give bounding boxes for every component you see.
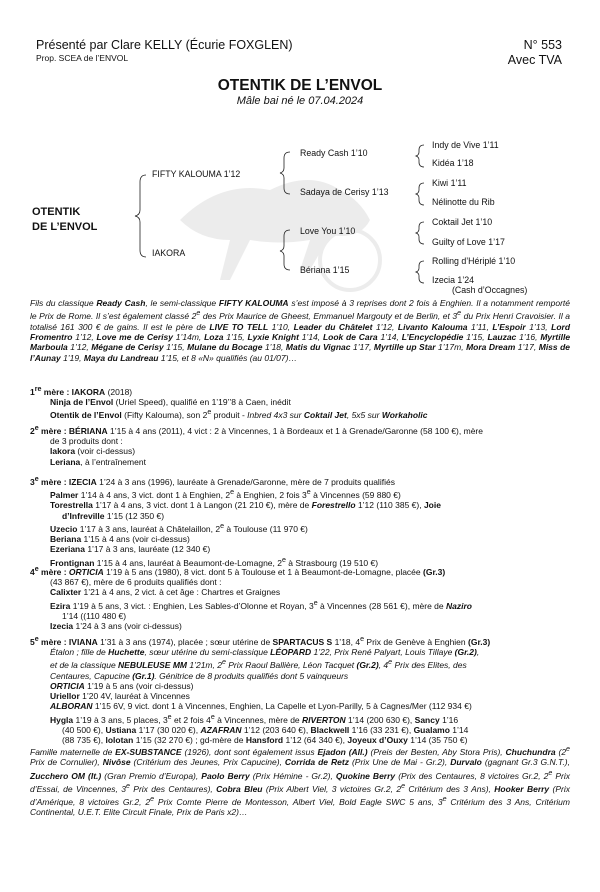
sds: Kiwi 1’11	[432, 178, 467, 188]
owner: Prop. SCEA de l’ENVOL	[36, 53, 129, 63]
fifth-dam-section: 5e mère : IVIANA 1’31 à 3 ans (1974), placée ; sœur utérine de SPARTACUS S 1’18, 4e Prix de Genève à Enghien (Gr.3) Étalon ; fille de Huchette, sœur utérine du semi-classique LÉOPARD 1’22, Prix René Palyart, Louis Tillaye (Gr.2), et de la classique NEBULEUSE MM 1’21m, 2e Prix Raoul Ballière, Léon Tacquet (Gr.2), 4e Prix des Elites, des Centaures, Capucine (Gr.1). Génitrice de 8 produits qualifiés dont 5 vainqueurs ORTICIA 1’19 à 5 ans (voir ci-dessus) Uriellor 1’20 4V, lauréat à Vincennes ALBORAN 1’15 6V, 9 vict. dont 1 à Vincennes, Enghien, La Capelle et Lyon-Parilly, 5 à Cagnes/Mer (112 934 €) Hygla 1’19 à 3 ans, 5 places, 3e et 2 fois 4e à Vincennes, mère de RIVERTON 1’14 (200 630 €), Sancy 1’16 (40 500 €), Ustiana 1’17 (30 020 €), AZAFRAN 1’12 (203 640 €), Blackwell 1’16 (33 231 €), Gualamo 1’14 (88 735 €), Iolotan 1’15 (32 270 €) ; gd-mère de Hansford 1’12 (64 340 €), Joyeux d’Ouxy 1’14 (35 750 €)	[30, 635, 491, 746]
ddd-sire: (Cash d’Occagnes)	[452, 285, 528, 295]
sdd: Nélinotte du Rib	[432, 197, 495, 207]
lot-number: N° 553	[523, 38, 562, 52]
tax-status: Avec TVA	[507, 53, 562, 67]
first-dam-section: 1re mère : IAKORA (2018) Ninja de l’Envol (Uriel Speed), qualifié en 1’19’’8 à Caen, inédit Otentik de l’Envol (Fifty Kalouma), son 2e produit - Inbred 4x3 sur Coktail Jet, 5x5 sur Workaholic	[30, 385, 428, 421]
sire-dam: Sadaya de Cerisy 1’13	[300, 187, 389, 197]
third-dam-section: 3e mère : IZECIA 1’24 à 3 ans (1996), lauréate à Grenade/Garonne, mère de 7 produits qualifiés Palmer 1’14 à 4 ans, 3 vict. dont 1 à Enghien, 2e à Enghien, 2 fois 3e à Vincennes (59 880 €) Torestrella 1’17 à 4 ans, 3 vict. dont 1 à Langon (21 210 €), mère de Forestrello 1’12 (110 385 €), Joie d’Infreville 1’15 (12 350 €) Uzecio 1’17 à 3 ans, lauréat à Châtelaillon, 2e à Toulouse (11 970 €) Beriana 1’15 à 4 ans (voir ci-dessus) Ezeriana 1’17 à 3 ans, lauréate (12 340 €) Frontignan 1’15 à 4 ans, lauréat à Beaumont-de-Lomagne, 2e à Strasbourg (19 510 €)	[30, 475, 441, 568]
dam-sire: Love You 1’10	[300, 226, 356, 236]
sire: FIFTY KALOUMA 1’12	[152, 169, 241, 179]
sire-sire: Ready Cash 1’10	[300, 148, 368, 158]
dsd: Guilty of Love 1’17	[432, 237, 505, 247]
second-dam-section: 2e mère : BÉRIANA 1’15 à 4 ans (2011), 4 vict : 2 à Vincennes, 1 à Bordeaux et 1 à Grenade/Garonne (58 100 €), mère de 3 produits dont : Iakora (voir ci-dessus) Leriana, à l’entraînement	[30, 424, 483, 467]
horse-description: Mâle bai né le 07.04.2024	[236, 95, 364, 107]
ddd: Izecia 1’24	[432, 275, 475, 285]
fourth-dam-section: 4e mère : ORTICIA 1’19 à 5 ans (1980), 8 vict. dont 5 à Toulouse et 1 à Beaumont-de-Lomagne, placée (Gr.3) (43 867 €), mère de 6 produits qualifiés dont : Calixter 1’21 à 4 ans, 2 vict. à cet âge : Chartres et Graignes Ezira 1’19 à 5 ans, 3 vict. : Enghien, Les Sables-d’Olonne et Royan, 3e à Vincennes (28 561 €), mère de Naziro 1’14 ((110 480 €) Izecia 1’24 à 3 ans (voir ci-dessus)	[30, 565, 472, 632]
presenter: Présenté par Clare KELLY (Écurie FOXGLEN)	[36, 38, 293, 52]
dss: Coktail Jet 1’10	[432, 217, 493, 227]
sire-paragraph: Fils du classique Ready Cash, le semi-classique FIFTY KALOUMA s’est imposé à 3 reprises dont 2 fois à Enghien. Il a notamment remporté le Prix de Rome. Il s’est également classé 2e des Prix Maurice de Gheest, Emmanuel Margouty et de Berlin, et 3e du Prix Henri Cravoisier. Il a totalisé 161 300 € de gains. Il est le père de LIVE TO TELL 1’10, Leader du Châtelet 1’12, Livanto Kalouma 1’11, L’Espoir 1’13, Lord Fromentro 1’12, Love me de Cerisy 1’14m, Loza 1’15, Lyxie Knight 1’14, Look de Cara 1’14, L’Encyclopédie 1’15, Lauzac 1’16, Myrtille Marboula 1’12, Mégane de Cerisy 1’15, Mulane du Bocage 1’18, Matis du Vignac 1’17, Myrtille up Star 1’17m, Mora Dream 1’17, Miss de l’Aunay 1’19, Maya du Landreau 1’15, et 8 «N» qualifiés (au 01/07)…	[30, 298, 571, 363]
horse-title: OTENTIK DE L’ENVOL	[217, 77, 383, 94]
ssd: Kidéa 1’18	[432, 158, 474, 168]
dds: Rolling d’Hériplé 1’10	[432, 256, 516, 266]
sss: Indy de Vive 1’11	[432, 140, 499, 150]
maternal-family-paragraph: Famille maternelle de EX-SUBSTANCE (1926), dont sont également issus Ejadon (All.) (Preis der Besten, Aby Stora Pris), Chuchundra (2e Prix de Cornulier), Nivôse (Critérium des Jeunes, Prix Capucine), Corrida de Retz (Prix Une de Mai - Gr.2), Durvalo (gagnant Gr.3 G.N.T.), Zucchero OM (It.) (Gran Premio d’Europa), Paolo Berry (Prix Hémine - Gr.2), Quokine Berry (Prix des Centaures, 8 victoires Gr.2, 2e Prix d’Essai, de Vincennes, 3e Prix des Centaures), Cobra Bleu (Prix Albert Viel, 3 victoires Gr.2, 2e Critérium des 3 Ans), Hooker Berry (Prix d’Amérique, 8 victoires Gr.2, 2e Prix Comte Pierre de Montesson, Albert Viel, Bold Eagle SWC 5 ans, 3e Critérium des 3 Ans, Critérium Continental, U.E.T. Elite Circuit Finale, Prix de Paris x2)…	[30, 745, 571, 818]
dam-dam: Bériana 1’15	[300, 265, 350, 275]
dam: IAKORA	[152, 248, 186, 258]
pedigree-horse: OTENTIK DE L’ENVOL	[32, 206, 98, 233]
